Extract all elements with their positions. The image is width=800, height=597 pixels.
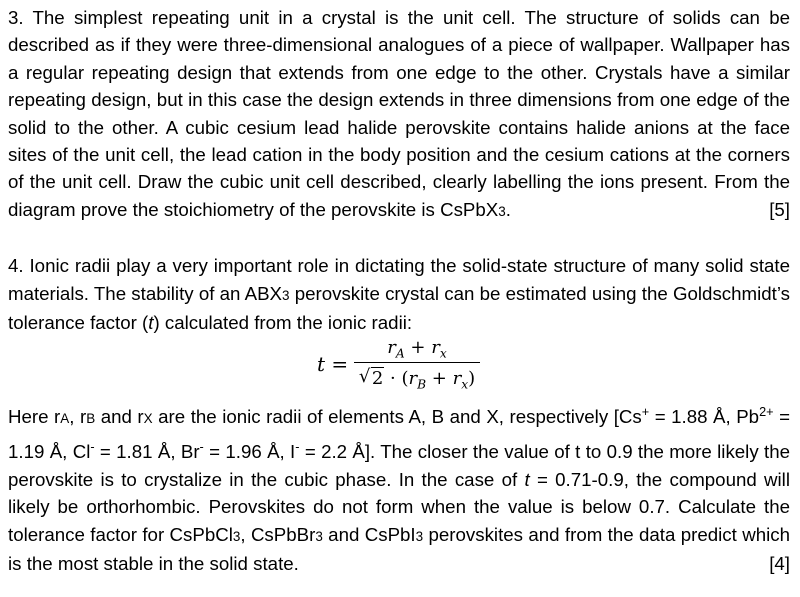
- q4-body-j: = 0.71-0.9, the compound will likely be orthorhombic. Perovskites do not form when the value is below 0.7. Calculate the tolerance factor for CsPbCl: [8, 468, 790, 545]
- q4-body-b: , r: [69, 406, 87, 428]
- formula-r-b: $r_B$: [408, 368, 427, 393]
- q4-intro-b: perovskite crystal can be estimated using the Goldschmidt’s tolerance factor (: [8, 282, 790, 334]
- q4-intro-sub: 3: [282, 287, 290, 303]
- formula-close-paren: ): [468, 368, 476, 390]
- question-3: [8, 4, 790, 225]
- question-3-text: 3. The simplest repeating unit in a crystal is the unit cell. The structure of solids can be described as if they were three-dimensional analogues of a piece of wallpaper. Wallpaper has a regular repeating design that extends from one edge to the other. Crystals have a similar repeating design, but in this case the design extends in three dimensions from one edge of the solid to the other. A cubic cesium lead halide perovskite contains halide anions at the face sites of the unit cell, the lead cation in the body position and the cesium cations at the corners of the unit cell. Draw the cubic unit cell described, clearly labelling the ions present. From the diagram prove the stoichiometry of the perovskite is CsPbX: [8, 7, 790, 220]
- q4-sup-i: -: [295, 439, 300, 455]
- q4-sub-1: 3: [232, 528, 241, 544]
- tolerance-factor-formula: [8, 336, 790, 398]
- q4-body-i: = 2.2 Å]. The closer the value of t to 0.9 the more likely the perovskite is to crystalize in the cubic phase. In the case of: [8, 441, 790, 490]
- formula-fraction: [354, 336, 480, 392]
- formula-dot: · (: [384, 368, 409, 390]
- sqrt-term: [359, 366, 384, 392]
- formula-numerator-text: $r_A + r_x$: [387, 337, 447, 362]
- formula-lhs: t =: [317, 352, 349, 377]
- question-4-body: [8, 398, 790, 577]
- q4-sub-x: X: [143, 411, 153, 427]
- question-3-end: .: [505, 198, 511, 220]
- formula-plus: +: [426, 368, 453, 390]
- q4-intro-a: 4. Ionic radii play a very important role in dictating the solid-state structure of many solid state materials. The stability of an ABX: [8, 255, 790, 304]
- formula-numerator: [354, 336, 480, 360]
- sqrt-argument: 2: [371, 368, 384, 390]
- q4-sub-3: 3: [415, 528, 424, 544]
- q4-body-m: perovskites and from the data predict which is the most stable in the solid state.: [8, 523, 790, 574]
- q4-body-k: , CsPbBr: [240, 523, 316, 545]
- q4-body-g: = 1.81 Å, Br: [94, 441, 200, 463]
- q4-sub-a: A: [60, 411, 70, 427]
- question-3-marks: [5]: [769, 198, 790, 220]
- q4-body-t: t: [524, 468, 530, 490]
- q4-body-h: = 1.96 Å, I: [203, 441, 296, 463]
- q4-sup-br: -: [199, 439, 204, 455]
- q4-body-a: Here r: [8, 406, 61, 428]
- document-page: [8, 4, 790, 577]
- q4-sub-b: B: [86, 411, 96, 427]
- q4-sup-cl: -: [90, 439, 95, 455]
- question-4-intro: [8, 252, 790, 336]
- q4-intro-t: t: [148, 312, 154, 334]
- q4-intro-c: ) calculated from the ionic radii:: [153, 312, 413, 334]
- question-3-formula-subscript: 3: [498, 203, 506, 219]
- q4-body-d: are the ionic radii of elements A, B and X, respectively [Cs: [152, 406, 642, 428]
- formula-denominator: [354, 366, 480, 392]
- formula-fraction-bar: [354, 362, 480, 363]
- q4-sup-pb: 2+: [759, 404, 774, 420]
- question-4-marks: [4]: [769, 552, 790, 574]
- q4-body-c: and r: [95, 406, 144, 428]
- formula-r-x: $r_x$: [452, 368, 469, 393]
- q4-sup-cs: +: [641, 404, 650, 420]
- q4-body-l: and CsPbI: [322, 523, 416, 545]
- q4-body-f: = 1.19 Å, Cl: [8, 406, 791, 463]
- sqrt-symbol: √: [358, 366, 371, 388]
- question-4: [8, 252, 790, 577]
- q4-sub-2: 3: [315, 528, 323, 544]
- q4-body-e: = 1.88 Å, Pb: [649, 406, 760, 428]
